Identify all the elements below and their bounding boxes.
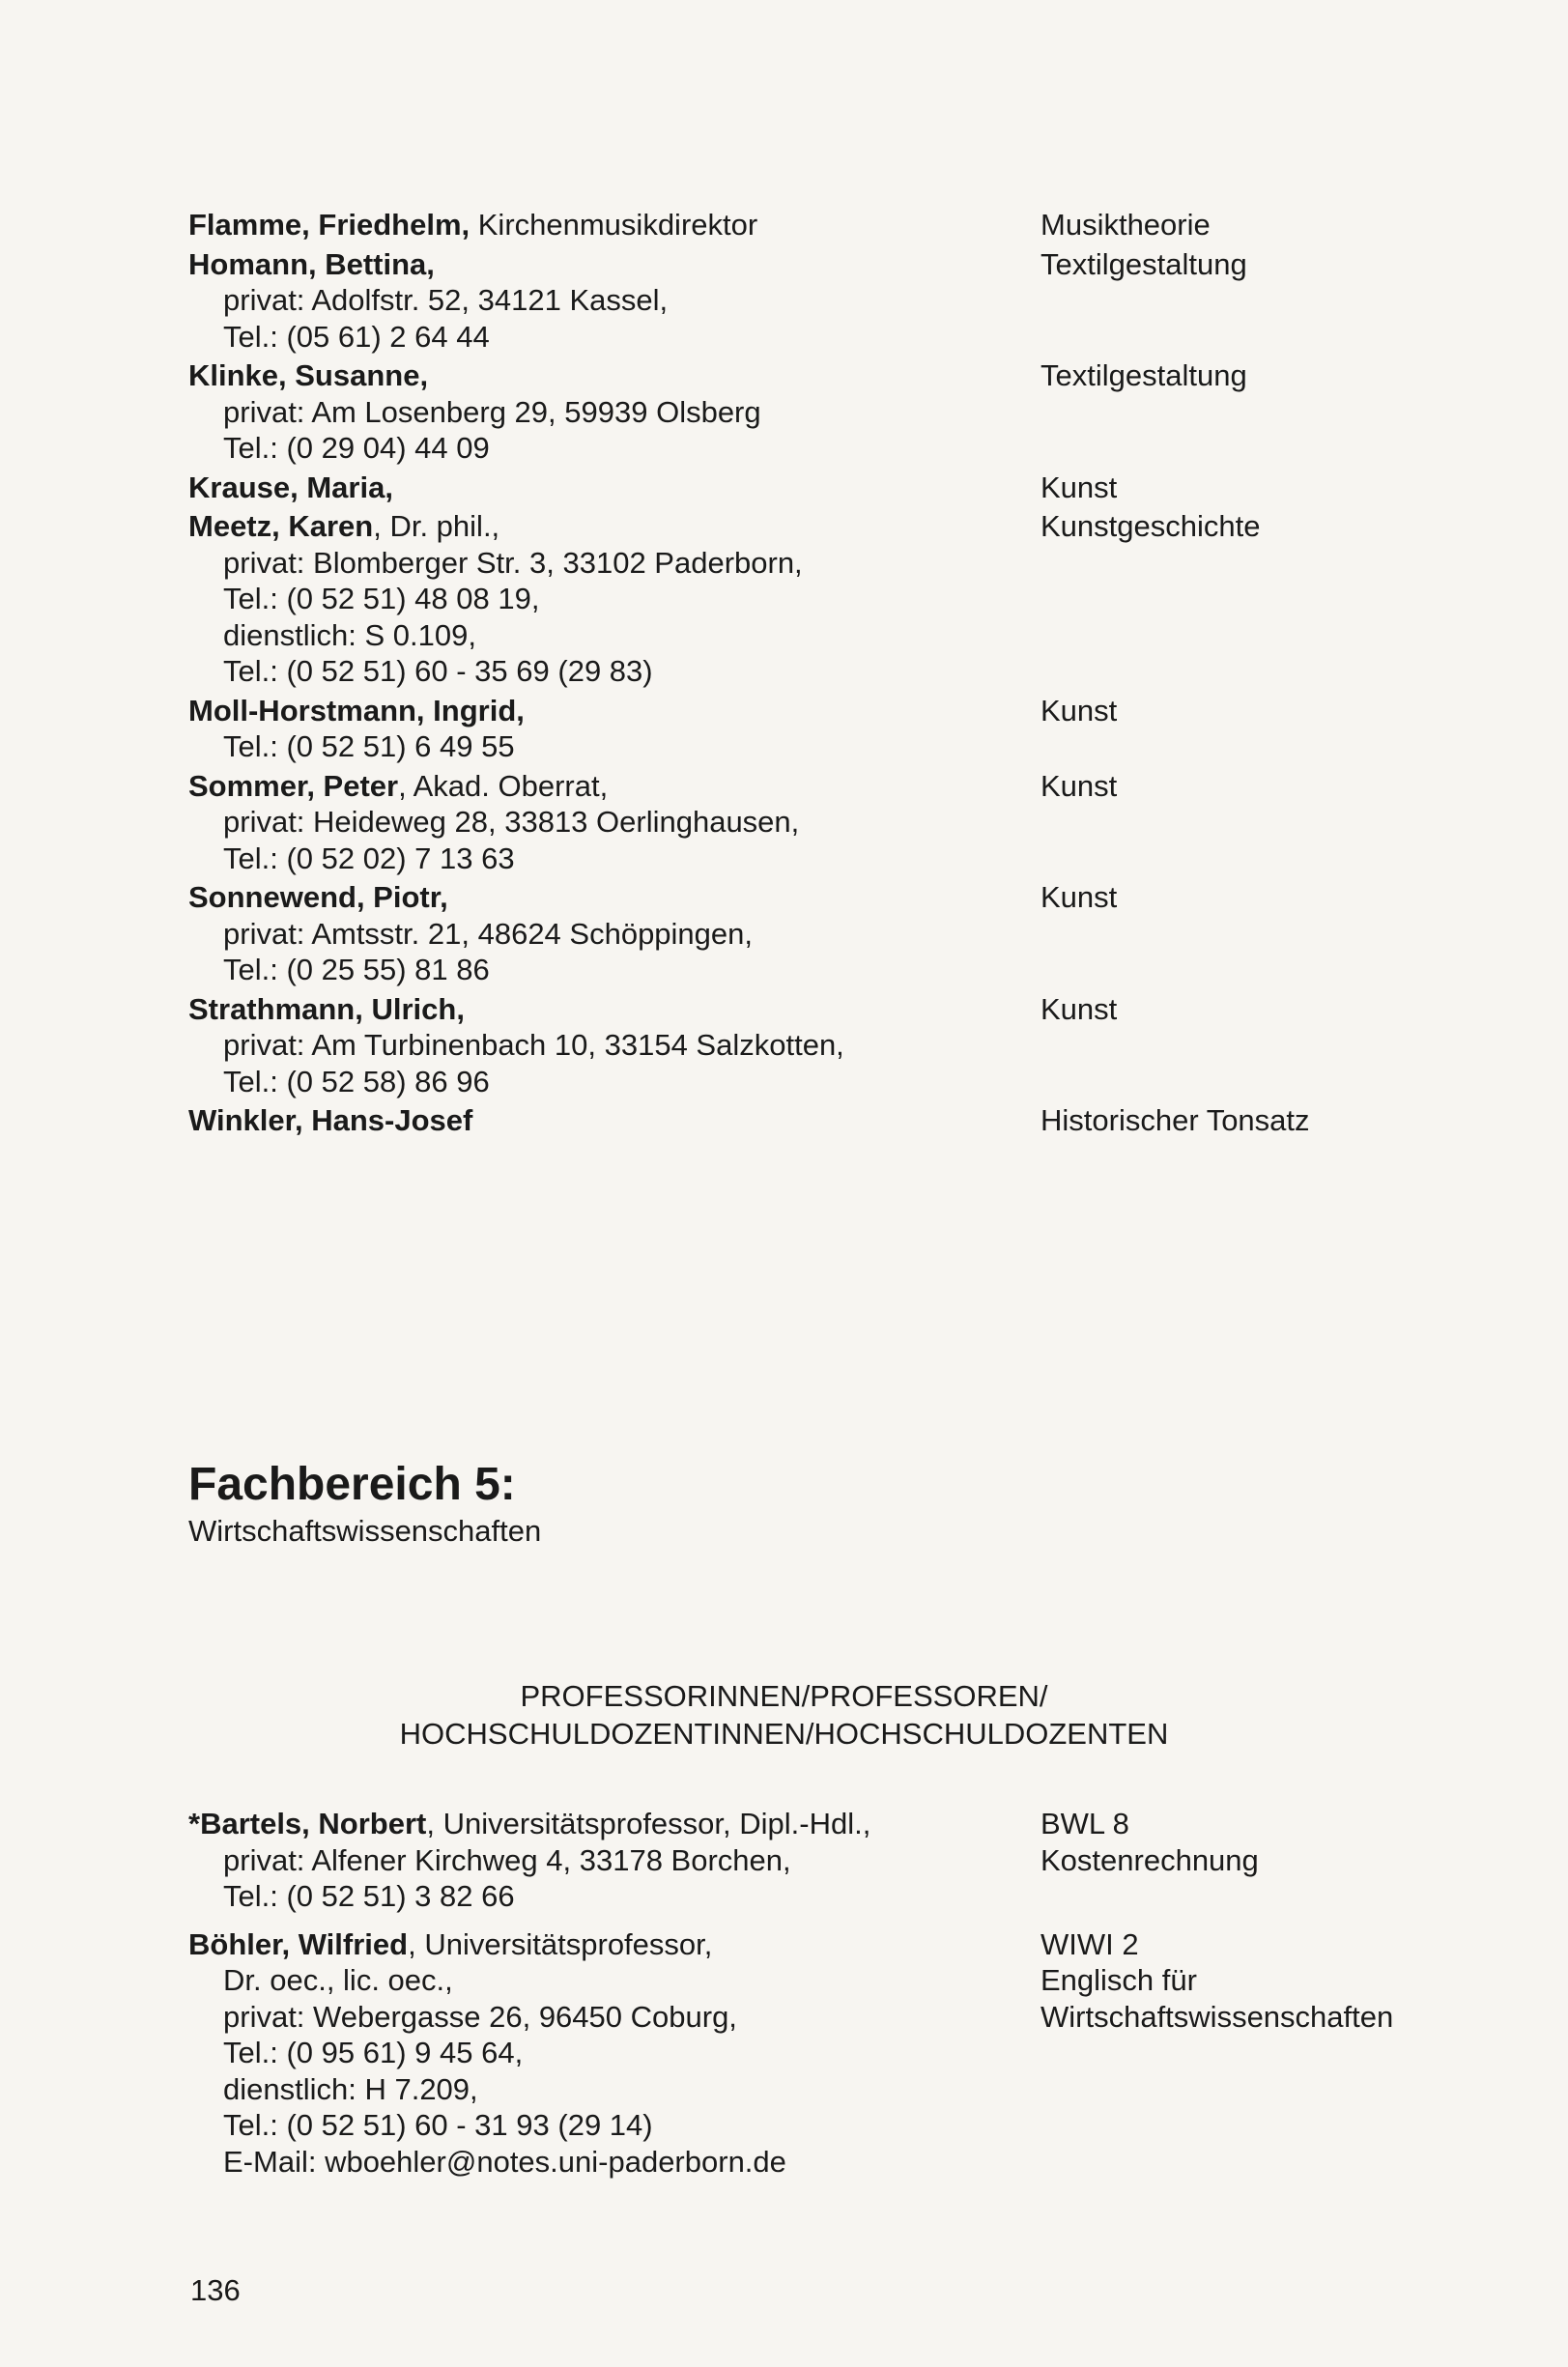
staff-name: Krause, Maria, (188, 470, 393, 504)
staff-detail-line: privat: Heideweg 28, 33813 Oerlinghausen, (223, 805, 800, 839)
staff-name-line (188, 357, 1019, 394)
staff-entry-details (188, 207, 1019, 243)
staff-entry (188, 357, 1396, 467)
staff-subjects (1041, 470, 1117, 506)
staff-name-line (188, 207, 1019, 243)
staff-subjects (1041, 1806, 1259, 1878)
staff-entry (188, 1806, 1396, 1915)
staff-detail-line: Tel.: (0 52 51) 60 - 35 69 (29 83) (223, 654, 653, 688)
staff-subject: Kunst (1041, 991, 1118, 1026)
section-heading (188, 1457, 541, 1550)
staff-name: Flamme, Friedhelm, (188, 208, 470, 242)
staff-detail-line: E-Mail: wboehler@notes.uni-paderborn.de (223, 2144, 786, 2179)
staff-list-economics (188, 1806, 1396, 2191)
staff-entry (188, 1926, 1396, 2181)
staff-subjects (1041, 357, 1247, 394)
staff-name-line (188, 470, 1019, 506)
staff-entry (188, 991, 1396, 1100)
staff-entry (188, 508, 1396, 690)
staff-detail-line: dienstlich: S 0.109, (223, 617, 476, 652)
staff-entry (188, 693, 1396, 765)
staff-entry-details (188, 693, 1019, 765)
staff-subject: Textilgestaltung (1041, 246, 1247, 281)
staff-entry-details (188, 508, 1019, 690)
section-title: Fachbereich 5: (188, 1459, 516, 1510)
section-subtitle: Wirtschaftswissenschaften (188, 1514, 542, 1548)
group-header-line-2: HOCHSCHULDOZENTINNEN/HOCHSCHULDOZENTEN (399, 1717, 1169, 1751)
staff-detail-line: privat: Blomberger Str. 3, 33102 Paderborn, (223, 545, 803, 580)
staff-entry (188, 207, 1396, 243)
staff-name: Meetz, Karen (188, 509, 374, 543)
staff-subjects (1041, 991, 1117, 1028)
staff-subjects (1041, 207, 1211, 243)
staff-name: Strathmann, Ulrich, (188, 991, 465, 1026)
staff-title: , Universitätsprofessor, (408, 1926, 713, 1961)
staff-subject: Textilgestaltung (1041, 358, 1247, 392)
staff-entry-details (188, 357, 1019, 467)
staff-entry-details (188, 1102, 1019, 1139)
staff-name-line (188, 1926, 1019, 1963)
staff-subjects (1041, 508, 1260, 545)
staff-subject: WIWI 2 (1041, 1926, 1139, 1961)
staff-title: , Dr. phil., (373, 509, 500, 543)
staff-name: *Bartels, Norbert (188, 1807, 427, 1840)
staff-name-line (188, 693, 1019, 729)
staff-name-line (188, 508, 1019, 545)
staff-subject: Kunst (1041, 768, 1118, 803)
staff-detail-line: Dr. oec., lic. oec., (223, 1963, 453, 1997)
staff-detail-line: privat: Am Turbinenbach 10, 33154 Salzkotten, (223, 1028, 844, 1062)
staff-detail-line: Tel.: (0 29 04) 44 09 (223, 431, 490, 465)
staff-name: Böhler, Wilfried (188, 1926, 409, 1961)
staff-list-art-music (188, 207, 1396, 1142)
staff-detail-line: privat: Amtsstr. 21, 48624 Schöppingen, (223, 916, 754, 951)
staff-detail-line: Tel.: (0 52 58) 86 96 (223, 1064, 490, 1098)
staff-entry-details (188, 246, 1019, 356)
staff-detail-line: privat: Webergasse 26, 96450 Coburg, (223, 1999, 737, 2034)
staff-entry-details (188, 768, 1019, 877)
staff-subject: Kunstgeschichte (1041, 509, 1261, 543)
staff-title: , Universitätsprofessor, Dipl.-Hdl., (426, 1807, 871, 1840)
staff-name: Sommer, Peter (188, 768, 399, 803)
staff-detail-line: privat: Am Losenberg 29, 59939 Olsberg (223, 394, 761, 429)
staff-subject: Kostenrechnung (1041, 1842, 1259, 1877)
staff-name: Klinke, Susanne, (188, 358, 429, 392)
group-header-line-1: PROFESSORINNEN/PROFESSOREN/ (520, 1679, 1048, 1713)
staff-name-line (188, 1806, 1019, 1842)
staff-entry-details (188, 470, 1019, 506)
staff-detail-line: privat: Adolfstr. 52, 34121 Kassel, (223, 283, 669, 317)
staff-name-line (188, 1102, 1019, 1139)
staff-name-line (188, 879, 1019, 916)
staff-entry-details (188, 991, 1019, 1100)
staff-subject: Kunst (1041, 880, 1118, 914)
staff-name: Winkler, Hans-Josef (188, 1103, 473, 1137)
staff-name: Sonnewend, Piotr, (188, 880, 448, 914)
group-header (0, 1677, 1568, 1753)
staff-entry (188, 879, 1396, 988)
staff-detail-line: Tel.: (0 25 55) 81 86 (223, 953, 490, 986)
staff-subjects (1041, 693, 1117, 729)
staff-subjects (1041, 1102, 1310, 1139)
staff-name-line (188, 991, 1019, 1028)
staff-entry-details (188, 879, 1019, 988)
staff-subject: Wirtschaftswissenschaften (1041, 1999, 1394, 2034)
staff-detail-line: Tel.: (0 52 51) 6 49 55 (223, 729, 515, 763)
staff-subject: Englisch für (1041, 1963, 1197, 1997)
staff-subject: Musiktheorie (1041, 208, 1211, 242)
staff-entry (188, 768, 1396, 877)
staff-detail-line: Tel.: (0 52 51) 3 82 66 (223, 1879, 515, 1913)
staff-name: Homann, Bettina, (188, 246, 435, 281)
staff-entry-details (188, 1806, 1019, 1915)
page-number: 136 (190, 2273, 241, 2307)
staff-entry (188, 1102, 1396, 1139)
staff-subject: BWL 8 (1041, 1807, 1129, 1840)
staff-detail-line: Tel.: (0 52 51) 60 - 31 93 (29 14) (223, 2108, 653, 2142)
staff-subjects (1041, 246, 1247, 283)
staff-name-line (188, 768, 1019, 805)
staff-detail-line: Tel.: (0 52 51) 48 08 19, (223, 582, 540, 615)
staff-entry-details (188, 1926, 1019, 2181)
staff-subjects (1041, 1926, 1393, 2036)
staff-subject: Historischer Tonsatz (1041, 1103, 1310, 1137)
staff-entry (188, 246, 1396, 356)
staff-name: Moll-Horstmann, Ingrid, (188, 693, 525, 727)
staff-subjects (1041, 879, 1117, 916)
staff-detail-line: Tel.: (05 61) 2 64 44 (223, 319, 490, 354)
staff-detail-line: dienstlich: H 7.209, (223, 2071, 478, 2106)
staff-title: , Akad. Oberrat, (398, 768, 609, 803)
staff-title: Kirchenmusikdirektor (470, 208, 758, 242)
staff-entry (188, 470, 1396, 506)
staff-name-line (188, 246, 1019, 283)
staff-detail-line: Tel.: (0 52 02) 7 13 63 (223, 841, 515, 875)
staff-subjects (1041, 768, 1117, 805)
staff-detail-line: privat: Alfener Kirchweg 4, 33178 Borchen, (223, 1842, 791, 1877)
staff-subject: Kunst (1041, 470, 1118, 504)
staff-detail-line: Tel.: (0 95 61) 9 45 64, (223, 2036, 524, 2069)
staff-subject: Kunst (1041, 693, 1118, 727)
